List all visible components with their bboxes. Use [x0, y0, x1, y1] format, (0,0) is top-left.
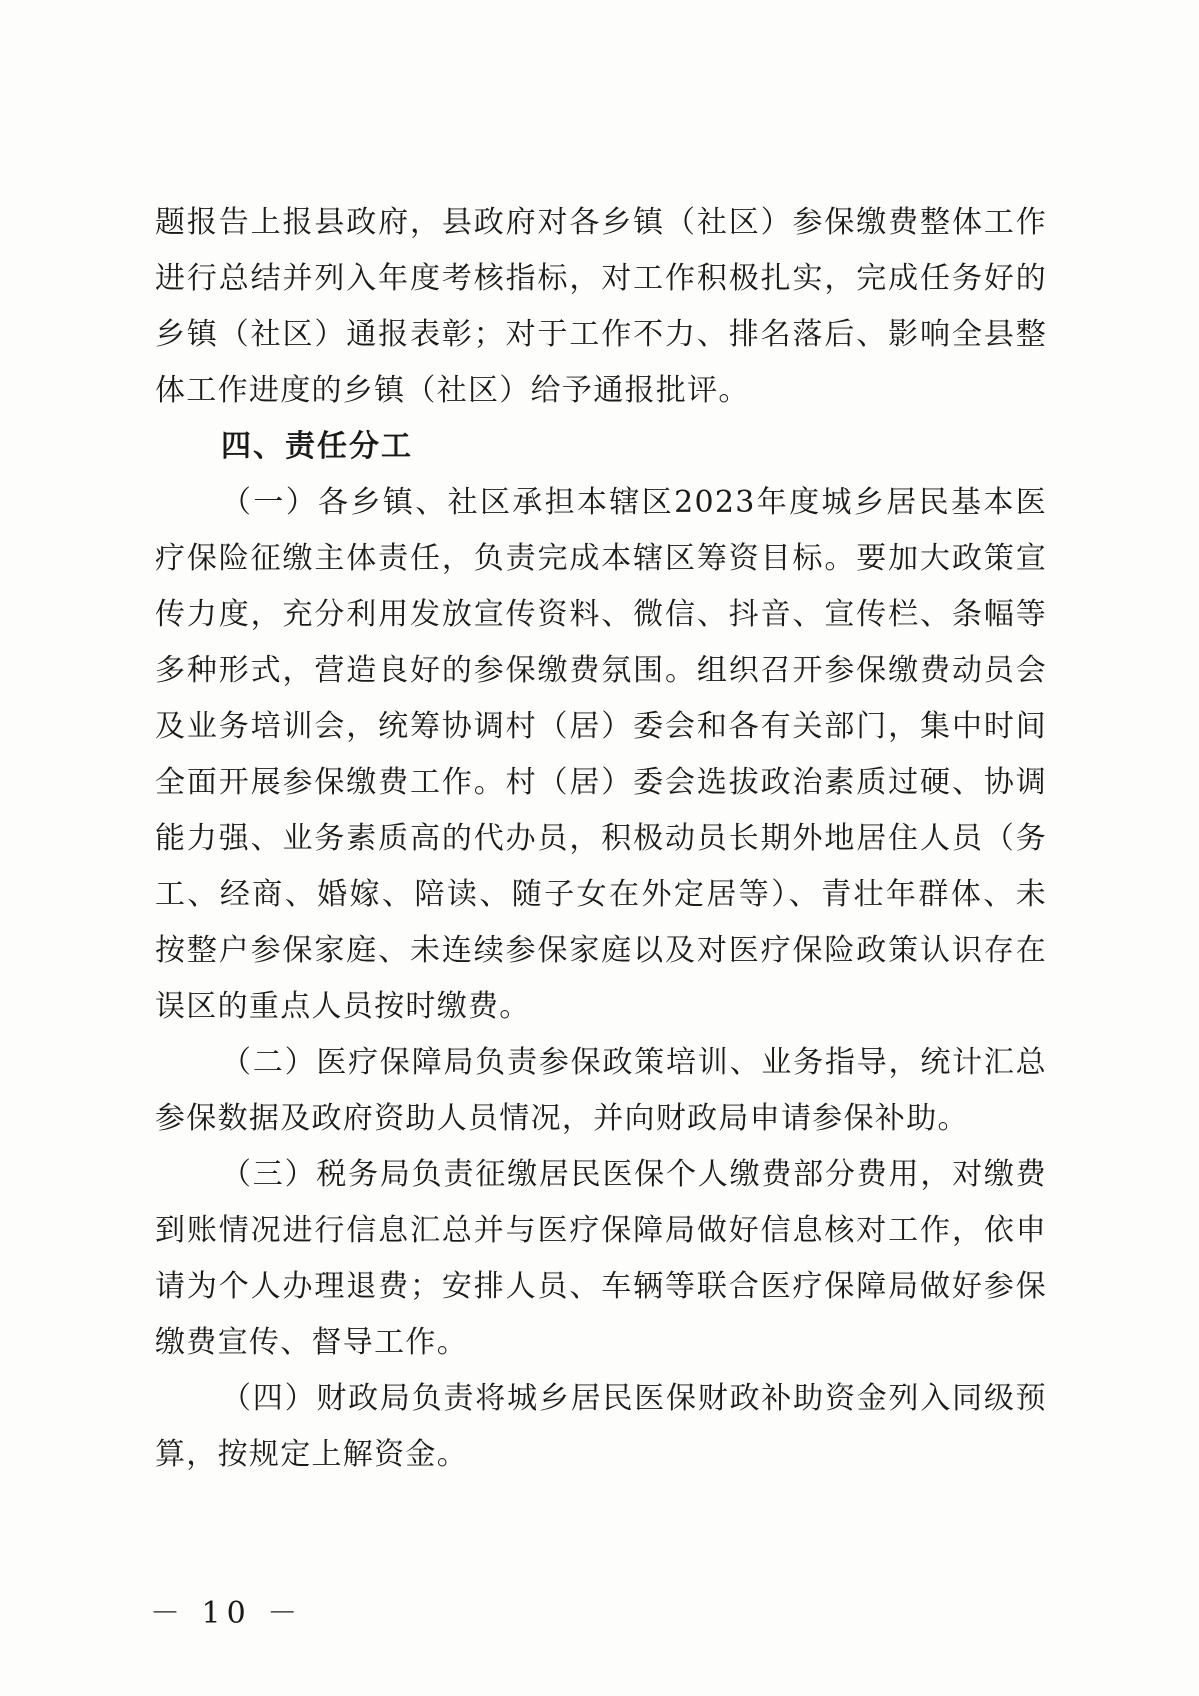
page-number: － 10 － — [150, 1596, 304, 1631]
paragraph-tax-bureau: （三）税务局负责征缴居民医保个人缴费部分费用，对缴费到账情况进行信息汇总并与医疗保障局做好信息核对工作，依申请为个人办理退费；安排人员、车辆等联合医疗保障局做好参保缴费宣传、督导工作。 — [155, 1157, 1047, 1360]
paragraph-medical-security-bureau: （二）医疗保障局负责参保政策培训、业务指导，统计汇总参保数据及政府资助人员情况，并向财政局申请参保补助。 — [155, 1045, 1047, 1136]
paragraph-finance-bureau: （四）财政局负责将城乡居民医保财政补助资金列入同级预算，按规定上解资金。 — [155, 1381, 1047, 1472]
document-body — [155, 195, 1047, 1483]
section-heading-responsibilities: 四、责任分工 — [221, 429, 413, 464]
paragraph-township-responsibility: （一）各乡镇、社区承担本辖区2023年度城乡居民基本医疗保险征缴主体责任，负责完成本辖区筹资目标。要加大政策宣传力度，充分利用发放宣传资料、微信、抖音、宣传栏、条幅等多种形式，营造良好的参保缴费氛围。组织召开参保缴费动员会及业务培训会，统筹协调村（居）委会和各有关部门，集中时间全面开展参保缴费工作。村（居）委会选拔政治素质过硬、协调能力强、业务素质高的代办员，积极动员长期外地居住人员（务工、经商、婚嫁、陪读、随子女在外定居等）、青壮年群体、未按整户参保家庭、未连续参保家庭以及对医疗保险政策认识存在误区的重点人员按时缴费。 — [155, 485, 1047, 1024]
paragraph-continued-report: 题报告上报县政府，县政府对各乡镇（社区）参保缴费整体工作进行总结并列入年度考核指标，对工作积极扎实，完成任务好的乡镇（社区）通报表彰；对于工作不力、排名落后、影响全县整体工作进度的乡镇（社区）给予通报批评。 — [155, 205, 1047, 408]
